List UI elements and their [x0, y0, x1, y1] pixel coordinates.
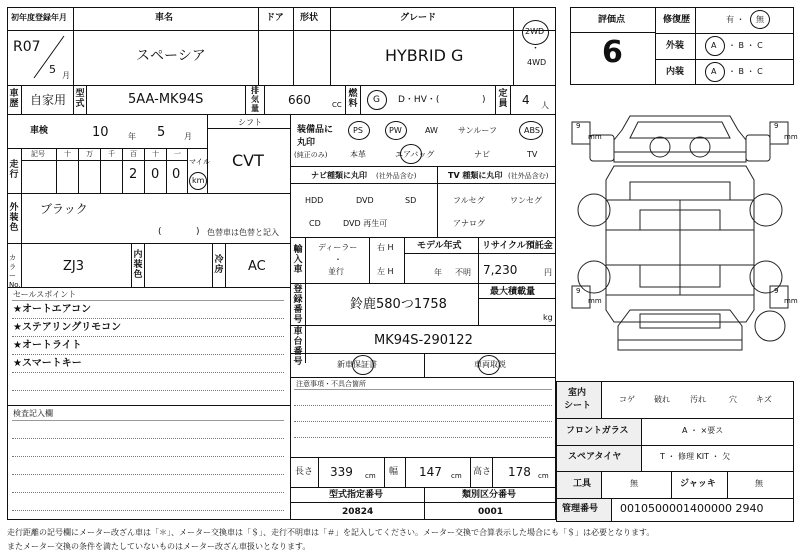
- ac-value: AC: [248, 259, 266, 274]
- usage-value: 自家用: [30, 93, 67, 107]
- mileage-digit-10: 0: [151, 167, 160, 182]
- chassis-label: 車台番号: [293, 327, 303, 367]
- import-left-h: 左 H: [377, 267, 394, 276]
- int-grade-rest: ・ B ・ C: [728, 67, 763, 76]
- length-label: 長さ: [295, 467, 314, 477]
- reg-era: R07: [13, 39, 41, 55]
- grade-label: グレード: [400, 13, 437, 23]
- equipment-label-1: 装備品に: [297, 125, 334, 135]
- repair-options: 有 ・: [726, 15, 745, 24]
- sales-points-label: セールスポイント: [13, 290, 77, 299]
- length-unit: cm: [365, 472, 376, 480]
- capacity-value: 4: [522, 93, 530, 107]
- ac-label: 冷房: [214, 255, 224, 275]
- classification-label: 類別区分番号: [462, 490, 517, 500]
- tools-label: 工具: [573, 479, 592, 489]
- tv-analog: アナログ: [453, 219, 485, 228]
- sales-point-4: ★スマートキー: [13, 358, 82, 369]
- tire-mm-rl: mm: [588, 297, 602, 305]
- car-name: スペーシア: [136, 48, 206, 64]
- plate-label: 登録番号: [293, 285, 303, 325]
- fuel-g: G: [373, 95, 380, 105]
- mileage-h-100k: 十: [64, 150, 71, 158]
- tire-label-fr: 9: [774, 122, 779, 130]
- windshield-label: フロントガラス: [566, 426, 629, 436]
- designation-label: 型式指定番号: [329, 490, 384, 500]
- km-label: km: [192, 176, 205, 185]
- score-label: 評価点: [598, 15, 626, 25]
- navi-cd: CD: [309, 219, 321, 228]
- equip-pw: PW: [389, 126, 402, 135]
- tire-mm-fl: mm: [588, 133, 602, 141]
- model-label: 型式: [75, 89, 85, 109]
- seat-hole: 穴: [729, 395, 737, 404]
- ext-grade-rest: ・ B ・ C: [728, 41, 763, 50]
- exterior-paren-close: ): [196, 227, 200, 237]
- navi-sd: SD: [405, 196, 417, 205]
- import-dealer: ディーラー: [318, 243, 358, 252]
- height-unit: cm: [538, 472, 549, 480]
- exterior-color: ブラック: [40, 202, 88, 216]
- door-label: ドア: [266, 13, 284, 23]
- tv-title: TV 種類に丸印: [448, 171, 503, 180]
- inspection-year-unit: 年: [128, 132, 136, 141]
- mileage-h-1k: 千: [108, 150, 115, 158]
- seat-burn: コゲ: [619, 395, 635, 404]
- sales-point-2: ★ステアリングリモコン: [13, 322, 122, 333]
- fuel-options: D・HV・(: [398, 95, 440, 105]
- body-type-label: 形状: [300, 13, 319, 23]
- height-value: 178: [508, 465, 531, 479]
- mileage-h-100: 百: [130, 150, 137, 158]
- new-car-warranty: 新車保証書: [337, 360, 377, 369]
- width-label: 幅: [389, 467, 399, 477]
- seat-stain: 汚れ: [690, 395, 706, 404]
- mileage-h-1: 一: [174, 150, 181, 158]
- first-reg-label: 初年度登録年月: [11, 13, 67, 22]
- width-unit: cm: [451, 472, 462, 480]
- inspection-label: 車検: [30, 126, 49, 136]
- equipment-label-3: (純正のみ): [294, 151, 328, 159]
- mileage-h-10: 十: [152, 150, 159, 158]
- recycle-label: リサイクル預託金: [482, 241, 553, 251]
- navi-title-note: (社外品含む): [376, 172, 417, 180]
- sales-point-3: ★オートライト: [13, 340, 82, 351]
- equip-ps: PS: [353, 126, 363, 135]
- int-grade-label: 内装: [666, 67, 685, 77]
- height-label: 高さ: [473, 467, 492, 477]
- recycle-unit: 円: [544, 268, 552, 277]
- capacity-label: 定員: [498, 89, 508, 109]
- equip-abs: ABS: [524, 126, 540, 135]
- jack-value: 無: [755, 479, 763, 488]
- footer-note-1: 走行距離の記号欄にメーター改ざん車は「＊」、メーター交換車は「＄」、走行不明車は「＃」を記入してください。メーター交換で合算表示した場合にも「＄」は必要となります。: [7, 528, 655, 537]
- shift-label: シフト: [238, 118, 262, 127]
- car-name-label: 車名: [155, 13, 174, 23]
- color-code-value: ZJ3: [63, 259, 85, 274]
- displacement-label: 排気量: [251, 86, 259, 113]
- ext-grade-label: 外装: [666, 41, 685, 51]
- equipment-label-2: 丸印: [297, 138, 316, 148]
- equip-tv: TV: [527, 150, 538, 159]
- model-value: 5AA-MK94S: [128, 92, 204, 107]
- designation-value: 20824: [342, 507, 374, 517]
- ext-grade-selected: A: [711, 41, 717, 50]
- drive-dot: ・: [531, 44, 541, 54]
- color-code-label: カラーNo.: [9, 254, 21, 289]
- fuel-label: 燃料: [348, 89, 358, 109]
- notes-label: 注意事項・不具合箇所: [296, 380, 366, 388]
- seat-label-2: シート: [564, 401, 592, 411]
- repair-label: 修復歴: [663, 15, 691, 25]
- windshield-value: A ・ ×要ス: [682, 426, 724, 435]
- tire-mm-fr: mm: [784, 133, 798, 141]
- equip-aw: AW: [425, 126, 438, 135]
- import-parallel: 並行: [328, 267, 344, 276]
- repaint-note: 色替車は色替と記入: [207, 228, 279, 237]
- mileage-label: 走行: [9, 160, 19, 180]
- jack-label: ジャッキ: [680, 479, 716, 489]
- tire-label-rr: 9: [774, 287, 779, 295]
- mileage-h-sign: 記号: [31, 150, 45, 158]
- tv-fullseg: フルセグ: [453, 196, 485, 205]
- recycle-value: 7,230: [483, 263, 518, 277]
- int-grade-selected: A: [711, 67, 717, 76]
- tv-title-note: (社外品含む): [508, 172, 549, 180]
- max-load-label: 最大積載量: [490, 287, 536, 297]
- mileage-h-10k: 万: [86, 150, 93, 158]
- reg-month-unit: 月: [62, 71, 70, 80]
- footer-note-2: またメーター交換の条件を満たしていないものはメーター改ざん車扱いとなります。: [7, 542, 311, 551]
- seat-tear: 破れ: [654, 395, 670, 404]
- person-unit: 人: [541, 101, 549, 110]
- drive-4wd: 4WD: [527, 58, 547, 67]
- inspection-year: 10: [92, 125, 109, 140]
- import-label: 輸入車: [293, 245, 303, 275]
- control-number-label: 管理番号: [562, 504, 599, 514]
- plate-value: 鈴鹿580つ1758: [350, 297, 447, 312]
- width-value: 147: [419, 465, 442, 479]
- mile-label: マイル: [189, 158, 210, 166]
- equip-sunroof: サンルーフ: [458, 126, 497, 135]
- mileage-digit-100: 2: [129, 167, 138, 182]
- usage-label: 車歴: [9, 89, 19, 109]
- tire-mm-rr: mm: [784, 297, 798, 305]
- equip-leather: 本革: [350, 150, 366, 159]
- drive-2wd: 2WD: [525, 27, 545, 36]
- tv-oneseg: ワンセグ: [510, 196, 542, 205]
- interior-label: 内装色: [133, 250, 143, 280]
- tire-label-rl: 9: [576, 287, 581, 295]
- import-dot: ・: [334, 255, 342, 264]
- model-year-label: モデル年式: [417, 241, 462, 251]
- equip-airbag: エアバッグ: [395, 150, 435, 159]
- navi-dvd: DVD: [356, 196, 374, 205]
- tire-label-fl: 9: [576, 122, 581, 130]
- navi-dvd-play: DVD 再生可: [343, 219, 388, 228]
- exterior-label: 外装色: [9, 203, 19, 233]
- chassis-value: MK94S-290122: [374, 333, 473, 348]
- inspection-month-unit: 月: [184, 132, 192, 141]
- seat-scratch: キズ: [756, 395, 772, 404]
- mileage-digit-1: 0: [172, 167, 181, 182]
- inspector-label: 検査記入欄: [13, 409, 53, 418]
- displacement-value: 660: [288, 93, 311, 107]
- equip-navi: ナビ: [474, 150, 490, 159]
- model-year-unknown: 不明: [455, 268, 471, 277]
- tools-value: 無: [630, 479, 638, 488]
- form-left-frame: [7, 7, 556, 520]
- classification-value: 0001: [478, 507, 504, 517]
- navi-hdd: HDD: [305, 196, 324, 205]
- spare-tire-value: T ・ 修理 KIT ・ 欠: [660, 452, 731, 461]
- sales-point-1: ★オートエアコン: [13, 304, 92, 315]
- max-load-unit: kg: [543, 313, 553, 322]
- shift-value: CVT: [232, 151, 264, 170]
- repair-selected: 無: [756, 15, 764, 24]
- exterior-paren-open: (: [158, 227, 162, 237]
- navi-title: ナビ種類に丸印: [311, 171, 367, 180]
- spare-tire-label: スペアタイヤ: [568, 452, 622, 462]
- control-number-value: 0010500001400000 2940: [620, 502, 764, 515]
- inspection-month: 5: [157, 125, 166, 140]
- length-value: 339: [330, 465, 353, 479]
- score-value: 6: [602, 35, 623, 70]
- vehicle-manual: 車両取説: [474, 360, 506, 369]
- model-year-unit: 年: [434, 268, 442, 277]
- reg-month: 5: [49, 63, 56, 76]
- car-inspection-diagram: [560, 100, 800, 375]
- import-right-h: 右 H: [377, 243, 394, 252]
- cc-unit: CC: [332, 101, 342, 109]
- fuel-close: ): [482, 95, 486, 105]
- seat-label-1: 室内: [568, 388, 587, 398]
- grade-value: HYBRID G: [385, 46, 464, 65]
